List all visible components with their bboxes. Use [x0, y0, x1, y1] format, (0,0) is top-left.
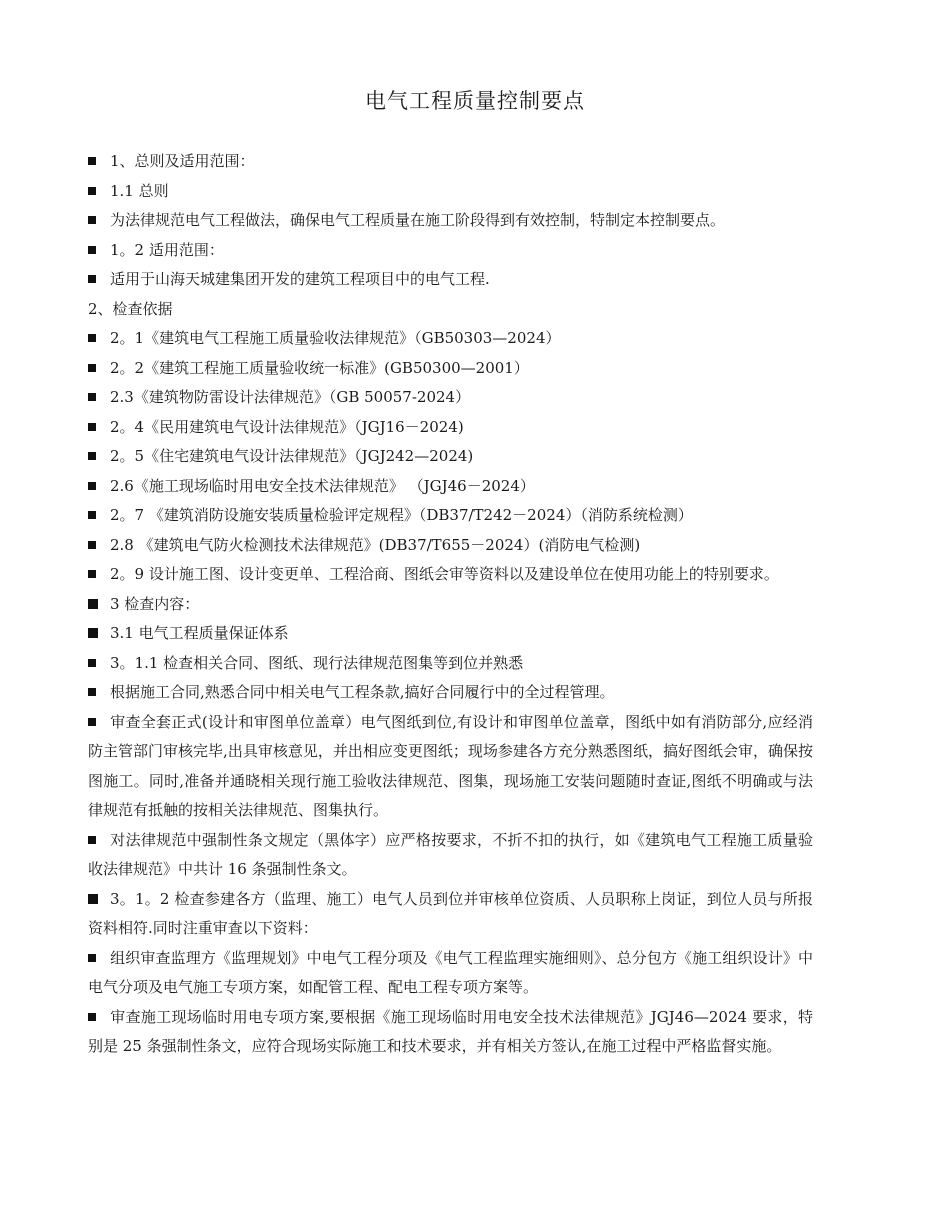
document-title: 电气工程质量控制要点 — [365, 89, 585, 113]
square-bullet-icon — [88, 541, 96, 549]
paragraph — [88, 265, 813, 295]
paragraph-text: 对法律规范中强制性条文规定（黑体字）应严格按要求，不折不扣的执行，如《建筑电气工程施工质量验收法律规范》中共计 16 条强制性条文。 — [88, 830, 813, 878]
paragraph-text: 1.1 总则 — [110, 181, 169, 200]
paragraph — [88, 206, 813, 236]
paragraph — [88, 944, 813, 1003]
paragraph-text: 适用于山海天城建集团开发的建筑工程项目中的电气工程. — [110, 270, 490, 288]
square-bullet-icon — [88, 718, 96, 726]
square-bullet-icon — [88, 364, 96, 372]
square-bullet-icon — [88, 1013, 96, 1021]
paragraph-text: 审查全套正式(设计和审图单位盖章）电气图纸到位,有设计和审图单位盖章，图纸中如有消防部分,应经消防主管部门审核完毕,出具审核意见，并出相应变更图纸；现场参建各方充分熟悉图纸，搞好图纸会审，确保按图施工。同时,准备并通晓相关现行施工验收法律规范、图集，现场施工安装问题随时查证,图纸不明确或与法律规范有抵触的按相关法律规范、图集执行。 — [88, 712, 813, 819]
paragraph — [88, 649, 813, 679]
paragraph — [88, 826, 813, 885]
paragraph — [88, 354, 813, 384]
square-bullet-icon — [88, 275, 96, 283]
square-bullet-icon — [88, 954, 96, 962]
square-bullet-icon — [88, 688, 96, 696]
square-bullet-icon — [88, 482, 96, 490]
paragraph-text: 2。1《建筑电气工程施工质量验收法律规范》（GB50303—2024） — [110, 329, 561, 347]
square-bullet-icon — [88, 511, 96, 519]
paragraph-text: 2。5《住宅建筑电气设计法律规范》（JGJ242—2024) — [110, 447, 474, 465]
paragraph-text: 3.1 电气工程质量保证体系 — [110, 624, 289, 642]
square-bullet-icon — [88, 334, 96, 342]
paragraph — [88, 708, 813, 826]
paragraph — [88, 177, 813, 207]
square-bullet-icon — [88, 423, 96, 431]
paragraph — [88, 295, 813, 325]
paragraph-text: 2。2《建筑工程施工质量验收统一标准》(GB50300—2001） — [110, 358, 529, 377]
square-bullet-icon — [88, 894, 98, 904]
square-bullet-icon — [88, 393, 96, 401]
paragraph-text: 1。2 适用范围： — [110, 240, 224, 259]
paragraph — [88, 413, 813, 443]
paragraph — [88, 885, 813, 944]
paragraph — [88, 590, 813, 620]
paragraph — [88, 147, 813, 177]
paragraph-text: 2。4《民用建筑电气设计法律规范》（JGJ16－2024) — [110, 417, 464, 436]
square-bullet-icon — [88, 216, 96, 224]
paragraph-text: 组织审查监理方《监理规划》中电气工程分项及《电气工程监理实施细则》、总分包方《施工组织设计》中电气分项及电气施工专项方案，如配管工程、配电工程专项方案等。 — [88, 948, 813, 996]
paragraph-text: 1、总则及适用范围： — [110, 152, 255, 170]
paragraph-text: 2.6《施工现场临时用电安全技术法律规范》 （JGJ46－2024） — [110, 476, 535, 495]
paragraph-text: 2。7 《建筑消防设施安装质量检验评定规程》（DB37/T242－2024）（消防系统检测） — [110, 506, 693, 524]
square-bullet-icon — [88, 659, 96, 667]
square-bullet-icon — [88, 246, 96, 254]
paragraph-text: 2.3《建筑物防雷设计法律规范》（GB 50057-2024） — [110, 388, 471, 406]
paragraph-text: 审查施工现场临时用电专项方案,要根据《施工现场临时用电安全技术法律规范》JGJ46—2024 要求，特别是 25 条强制性条文，应符合现场实际施工和技术要求，并有相关方签认,在施工过程中严格监督实施。 — [88, 1007, 813, 1055]
document-body — [88, 147, 813, 1062]
square-bullet-icon — [88, 452, 96, 460]
paragraph — [88, 678, 813, 708]
paragraph — [88, 236, 813, 266]
paragraph-text: 3。1。2 检查参建各方（监理、施工）电气人员到位并审核单位资质、人员职称上岗证，到位人员与所报资料相符.同时注重审查以下资料： — [88, 889, 813, 937]
paragraph — [88, 324, 813, 354]
paragraph-text: 3。1.1 检查相关合同、图纸、现行法律规范图集等到位并熟悉 — [110, 653, 524, 672]
paragraph — [88, 472, 813, 502]
paragraph-text: 2。9 设计施工图、设计变更单、工程洽商、图纸会审等资料以及建设单位在使用功能上的特别要求。 — [110, 565, 779, 583]
paragraph — [88, 619, 813, 649]
paragraph-text: 为法律规范电气工程做法，确保电气工程质量在施工阶段得到有效控制，特制定本控制要点。 — [110, 211, 726, 229]
paragraph-text: 3 检查内容： — [110, 594, 200, 613]
paragraph — [88, 560, 813, 590]
square-bullet-icon — [88, 836, 96, 844]
square-bullet-icon — [88, 570, 96, 578]
paragraph-text: 2.8 《建筑电气防火检测技术法律规范》(DB37/T655－2024）(消防电气检测) — [110, 535, 641, 554]
paragraph-text: 2、检查依据 — [88, 299, 173, 318]
square-bullet-icon — [88, 599, 98, 609]
paragraph — [88, 383, 813, 413]
square-bullet-icon — [88, 157, 96, 165]
square-bullet-icon — [88, 628, 98, 638]
paragraph — [88, 442, 813, 472]
paragraph — [88, 1003, 813, 1062]
paragraph — [88, 501, 813, 531]
square-bullet-icon — [88, 187, 96, 195]
paragraph — [88, 531, 813, 561]
paragraph-text: 根据施工合同,熟悉合同中相关电气工程条款,搞好合同履行中的全过程管理。 — [110, 683, 615, 701]
